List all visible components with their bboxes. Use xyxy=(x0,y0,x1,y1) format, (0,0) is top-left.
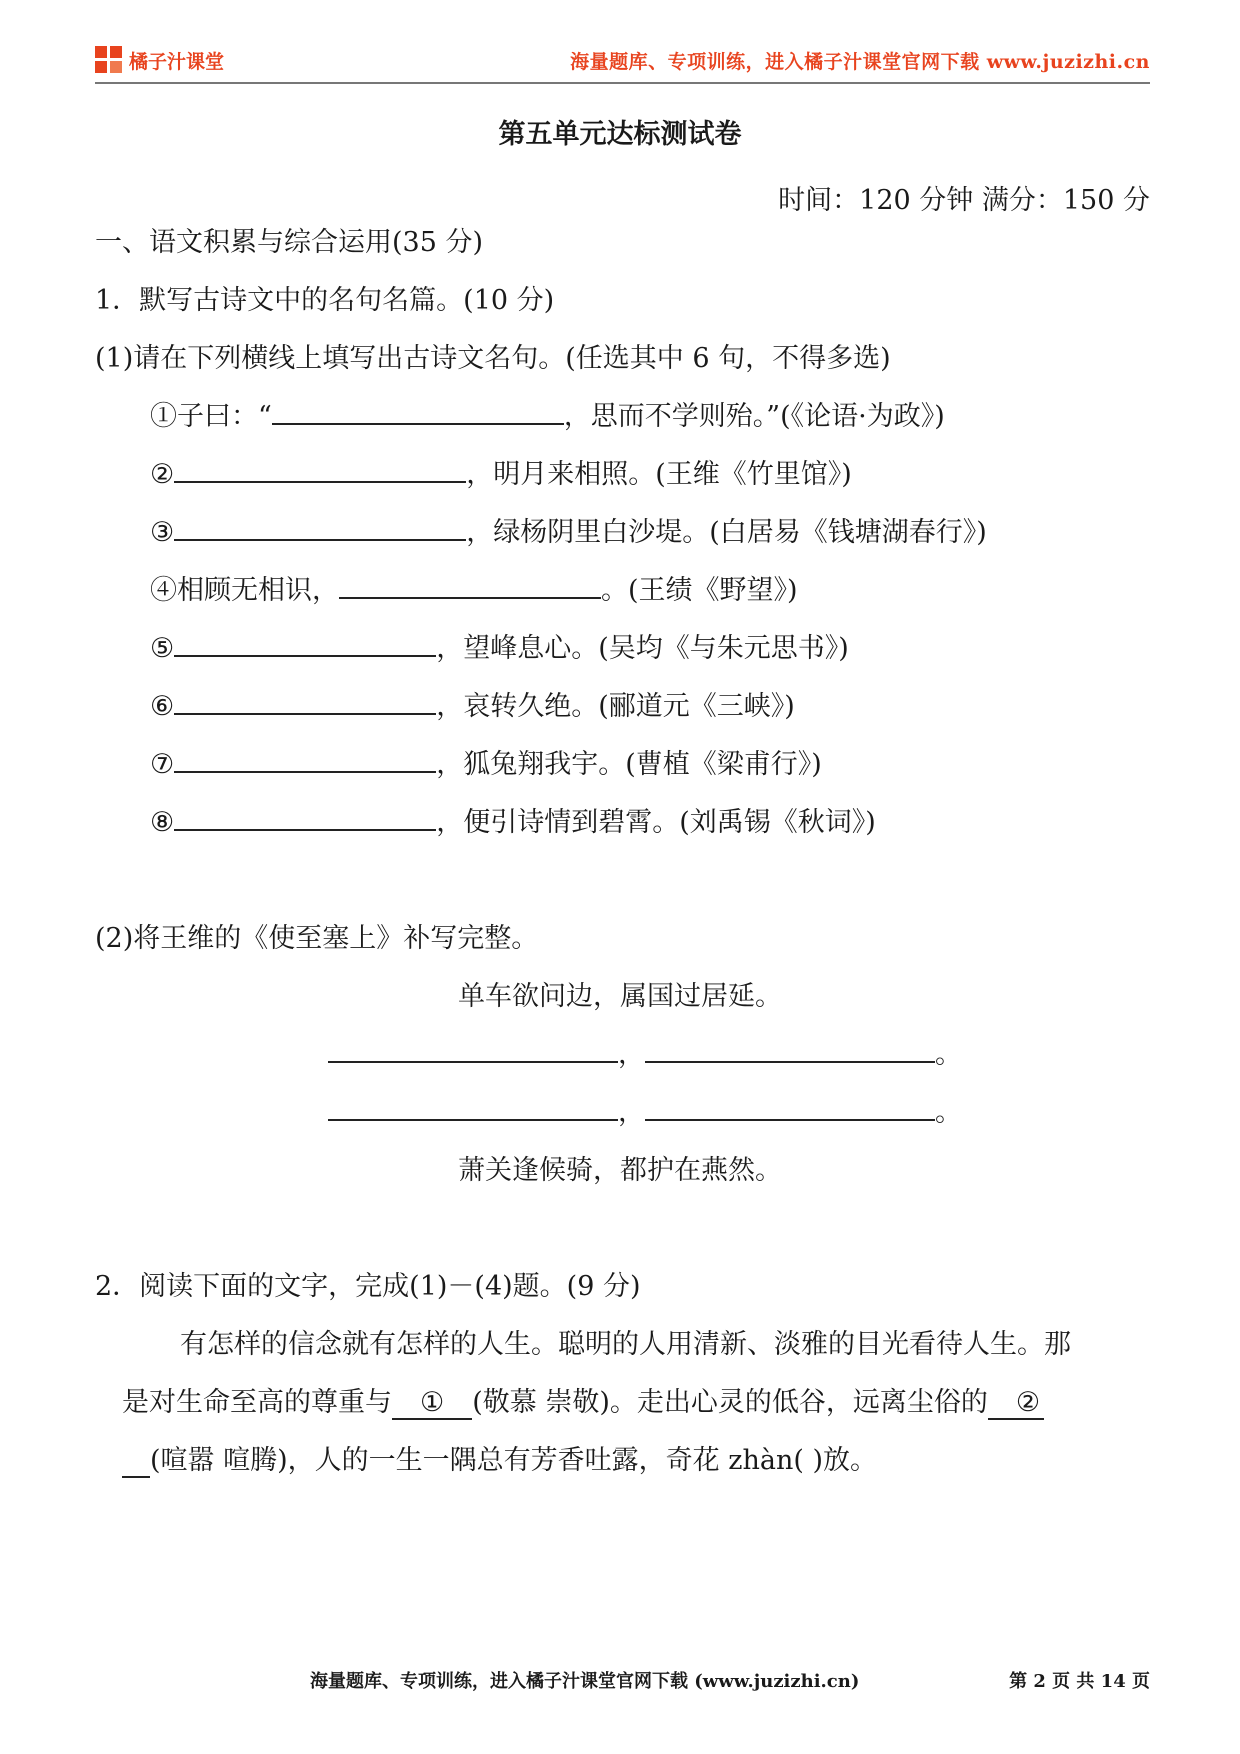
fill-item-5 xyxy=(150,626,849,665)
fill-item-1 xyxy=(150,394,945,433)
fill-item-suffix: 。(王绩《野望》) xyxy=(601,575,798,606)
logo xyxy=(95,46,224,74)
fill-item-6 xyxy=(150,684,795,723)
page-header xyxy=(95,38,1150,84)
passage-line-1: 有怎样的信念就有怎样的人生。聪明的人用清新、淡雅的目光看待人生。那 xyxy=(180,1329,1071,1360)
fill-item-7 xyxy=(150,742,822,781)
answer-blank[interactable] xyxy=(174,803,436,831)
fill-item-suffix: ，哀转久绝。(郦道元《三峡》) xyxy=(436,691,795,722)
fill-item-3 xyxy=(150,510,987,549)
logo-text: 橘子汁课堂 xyxy=(129,50,225,73)
poem-period: 。 xyxy=(935,1097,962,1128)
fill-item-suffix: ，狐兔翔我宇。(曹植《梁甫行》) xyxy=(436,749,822,780)
poem-blank-line-2 xyxy=(328,1090,962,1129)
blank-tail xyxy=(452,1387,472,1420)
page-number: 第 2 页 共 14 页 xyxy=(1009,1671,1150,1692)
answer-blank[interactable] xyxy=(174,629,436,657)
header-slogan: 海量题库、专项训练，进入橘子汁课堂官网下载 www.juzizhi.cn xyxy=(570,50,1150,73)
logo-icon xyxy=(95,46,123,74)
fill-item-prefix: ④相顾无相识， xyxy=(150,575,339,606)
answer-blank[interactable] xyxy=(645,1093,935,1121)
fill-item-prefix: ② xyxy=(150,459,175,490)
question-1-stem: 1．默写古诗文中的名句名篇。(10 分) xyxy=(95,285,555,316)
fill-item-prefix: ⑧ xyxy=(150,807,175,838)
answer-blank[interactable] xyxy=(328,1093,618,1121)
fill-item-prefix: ③ xyxy=(150,517,175,548)
question-1-part-2: (2)将王维的《使至塞上》补写完整。 xyxy=(95,923,539,954)
fill-item-prefix: ①子曰：“ xyxy=(150,401,272,432)
passage-line-2 xyxy=(122,1380,1044,1419)
poem-period: 。 xyxy=(935,1039,962,1070)
blank-tail xyxy=(122,1445,150,1478)
answer-blank[interactable] xyxy=(174,455,466,483)
fill-item-suffix: ，便引诗情到碧霄。(刘禹锡《秋词》) xyxy=(436,807,876,838)
passage-line-3 xyxy=(122,1438,877,1477)
question-1-part-1: (1)请在下列横线上填写出古诗文名句。(任选其中 6 句，不得多选) xyxy=(95,343,891,374)
answer-blank[interactable] xyxy=(174,513,466,541)
page-title: 第五单元达标测试卷 xyxy=(498,119,742,150)
blank-marker-2[interactable]: ② xyxy=(988,1387,1044,1420)
fill-item-8 xyxy=(150,800,876,839)
fill-item-prefix: ⑥ xyxy=(150,691,175,722)
poem-comma: ， xyxy=(618,1097,645,1128)
passage-text: 是对生命至高的尊重与 xyxy=(122,1387,392,1418)
fill-item-2 xyxy=(150,452,852,491)
section-heading: 一、语文积累与综合运用(35 分) xyxy=(95,227,484,258)
poem-first-line: 单车欲问边，属国过居延。 xyxy=(458,981,782,1012)
blank-marker-1[interactable]: ① xyxy=(392,1387,452,1420)
answer-blank[interactable] xyxy=(272,397,564,425)
answer-blank[interactable] xyxy=(174,745,436,773)
poem-blank-line-1 xyxy=(328,1032,962,1071)
fill-item-prefix: ⑤ xyxy=(150,633,175,664)
fill-item-suffix: ，明月来相照。(王维《竹里馆》) xyxy=(466,459,852,490)
passage-text: (敬慕 崇敬)。走出心灵的低谷，远离尘俗的 xyxy=(472,1387,988,1418)
fill-item-suffix: ，望峰息心。(吴均《与朱元思书》) xyxy=(436,633,849,664)
time-info: 时间：120 分钟 满分：150 分 xyxy=(778,185,1150,216)
poem-last-line: 萧关逢候骑，都护在燕然。 xyxy=(458,1155,782,1186)
fill-item-suffix: ，绿杨阴里白沙堤。(白居易《钱塘湖春行》) xyxy=(466,517,987,548)
answer-blank[interactable] xyxy=(339,571,601,599)
footer-text: 海量题库、专项训练，进入橘子汁课堂官网下载 (www.juzizhi.cn) xyxy=(310,1671,860,1692)
fill-item-prefix: ⑦ xyxy=(150,749,175,780)
question-2-stem: 2．阅读下面的文字，完成(1)－(4)题。(9 分) xyxy=(95,1271,641,1302)
answer-blank[interactable] xyxy=(174,687,436,715)
answer-blank[interactable] xyxy=(645,1035,935,1063)
fill-item-4 xyxy=(150,568,798,607)
answer-blank[interactable] xyxy=(328,1035,618,1063)
fill-item-suffix: ，思而不学则殆。”(《论语·为政》) xyxy=(563,401,945,432)
passage-text: (喧嚣 喧腾)，人的一生一隅总有芳香吐露，奇花 zhàn( )放。 xyxy=(150,1445,877,1476)
poem-comma: ， xyxy=(618,1039,645,1070)
